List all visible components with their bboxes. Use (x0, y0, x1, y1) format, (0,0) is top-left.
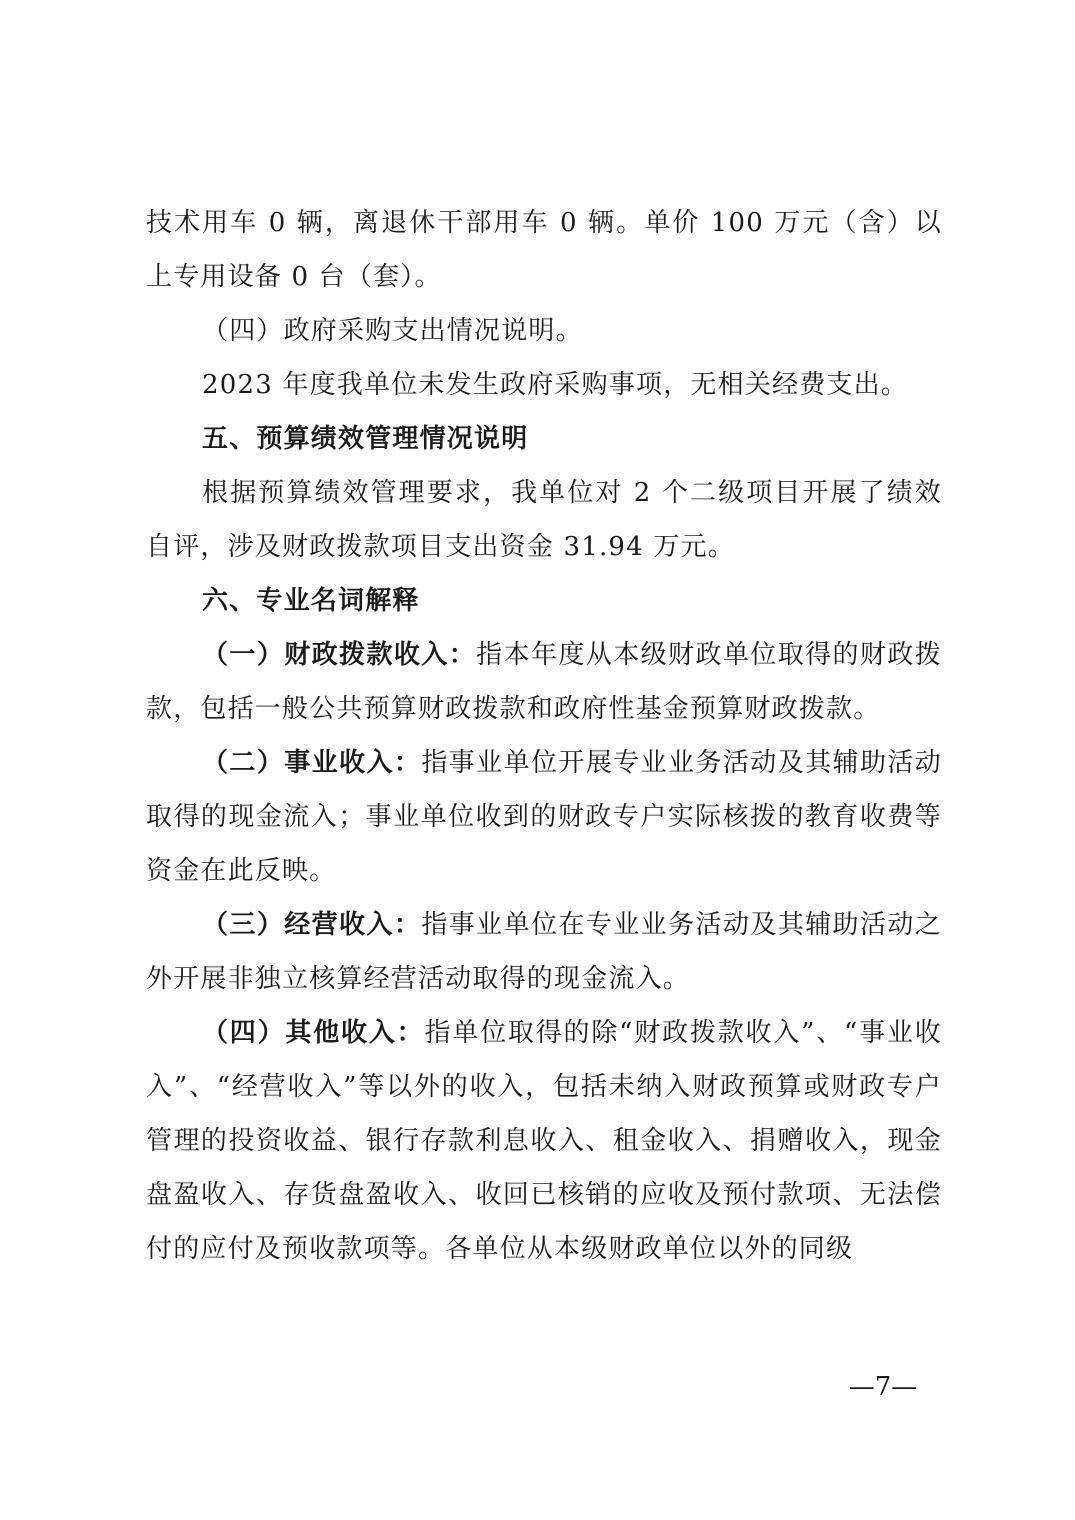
term-definition: 指事业单位开展专业业务活动及其辅助活动取得的现金流入；事业单位收到的财政专户实际核拨的教育收费等资金在此反映。 (146, 748, 942, 886)
term-definition: 指本年度从本级财政单位取得的财政拨款，包括一般公共预算财政拨款和政府性基金预算财政拨款。 (146, 640, 942, 724)
term-definition: 指事业单位在专业业务活动及其辅助活动之外开展非独立核算经营活动取得的现金流入。 (146, 910, 942, 994)
section-heading-terms: 六、专业名词解释 (202, 586, 420, 616)
section-heading-performance: 五、预算绩效管理情况说明 (202, 424, 529, 454)
term-label: （三）经营收入： (202, 910, 422, 940)
term-paragraph-business-income (146, 736, 942, 898)
term-label: （四）其他收入： (202, 1018, 425, 1048)
paragraph-procurement-body: 2023 年度我单位未发生政府采购事项，无相关经费支出。 (202, 370, 909, 400)
term-label: （一）财政拨款收入： (202, 640, 477, 670)
term-label: （二）事业收入： (202, 748, 422, 778)
paragraph-procurement-heading: （四）政府采购支出情况说明。 (202, 316, 583, 346)
term-paragraph-fiscal-income (146, 628, 942, 736)
document-body (146, 196, 942, 1276)
paragraph-vehicles: 技术用车 0 辆，离退休干部用车 0 辆。单价 100 万元（含）以上专用设备 0 台（套）。 (146, 208, 942, 292)
term-paragraph-operating-income (146, 898, 942, 1006)
term-definition: 指单位取得的除“财政拨款收入”、“事业收入”、“经营收入”等以外的收入，包括未纳入财政预算或财政专户管理的投资收益、银行存款利息收入、租金收入、捐赠收入，现金盘盈收入、存货盘盈收入、收回已核销的应收及预付款项、无法偿付的应付及预收款项等。各单位从本级财政单位以外的同级 (146, 1018, 942, 1264)
paragraph-performance-body: 根据预算绩效管理要求，我单位对 2 个二级项目开展了绩效自评，涉及财政拨款项目支出资金 31.94 万元。 (146, 478, 942, 562)
term-paragraph-other-income (146, 1006, 942, 1276)
page-number: —7— (848, 1372, 918, 1402)
